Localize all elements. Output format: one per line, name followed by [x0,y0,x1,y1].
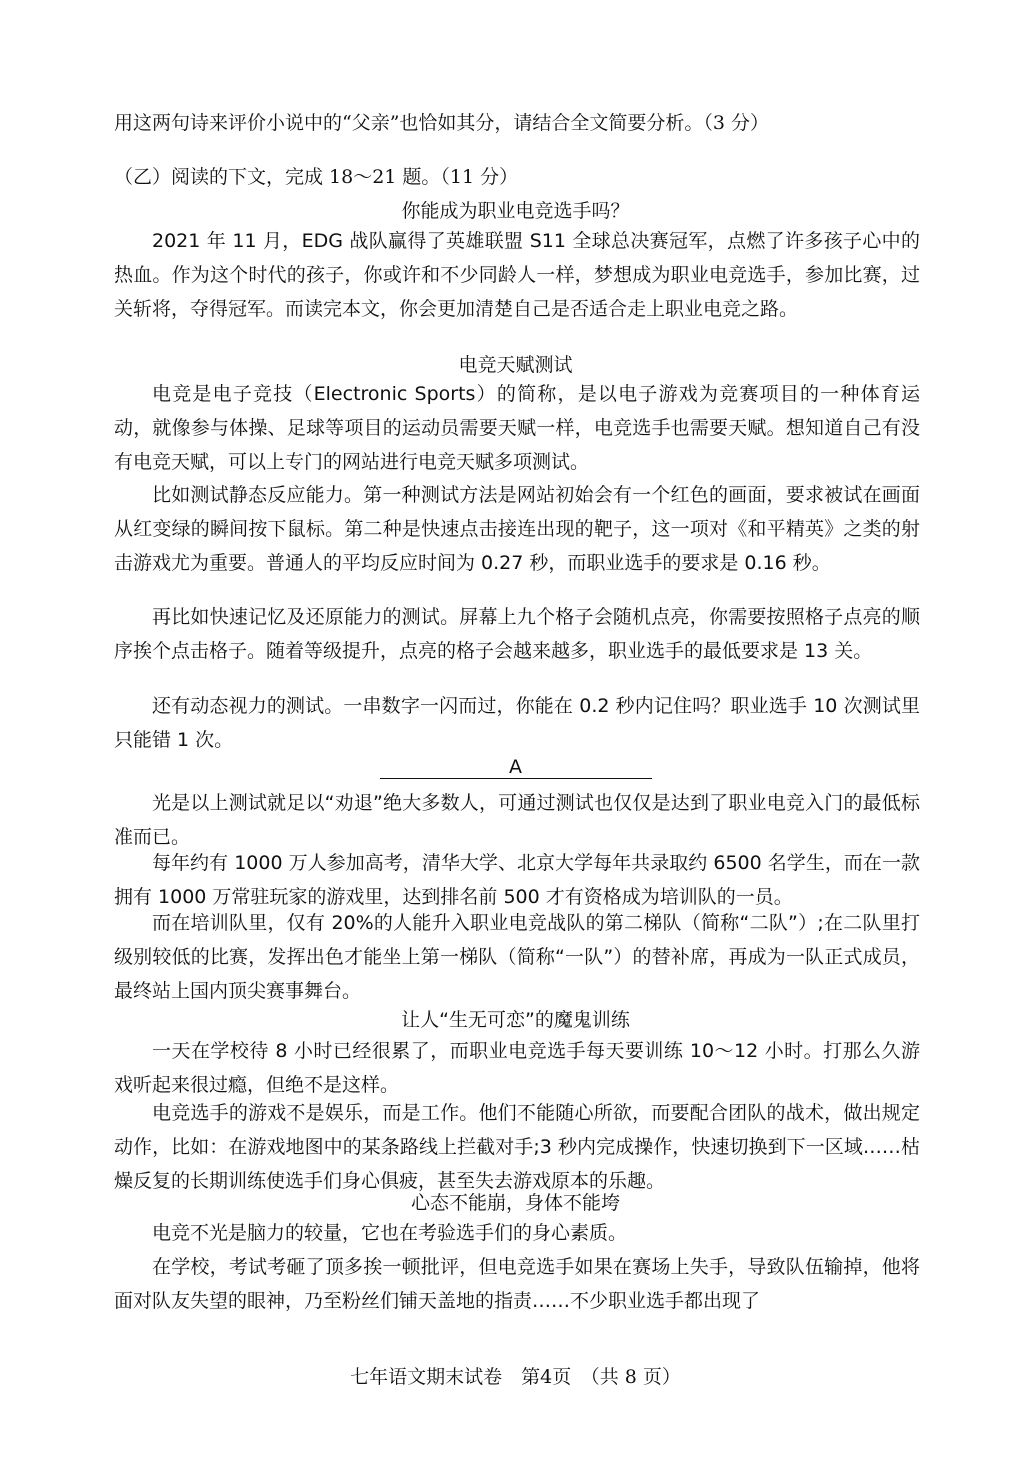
paragraph-vision-test: 还有动态视力的测试。一串数字一闪而过，你能在 0.2 秒内记住吗？职业选手 10 次测试里只能错 1 次。 [114,695,920,751]
paragraph-reaction-test: 比如测试静态反应能力。第一种测试方法是网站初始会有一个红色的画面，要求被试在画面从红变绿的瞬间按下鼠标。第二种是快速点击接连出现的靶子，这一项对《和平精英》之类的射击游戏尤为重要。普通人的平均反应时间为 0.27 秒，而职业选手的要求是 0.16 秒。 [114,484,920,574]
paragraph-memory-test: 再比如快速记忆及还原能力的测试。屏幕上九个格子会随机点亮，你需要按照格子点亮的顺序挨个点击格子。随着等级提升，点亮的格子会越来越多，职业选手的最低要求是 13 关。 [114,606,920,662]
section-yi-instruction: （乙）阅读的下文，完成 18～21 题。（11 分） [114,166,519,188]
paragraph-hours: 一天在学校待 8 小时已经很累了，而职业电竞选手每天要训练 10～12 小时。打那么久游戏听起来很过瘾，但绝不是这样。 [114,1040,920,1096]
subtitle-training: 让人“生无可恋”的魔鬼训练 [401,1009,630,1031]
paragraph-mind-body: 电竞不光是脑力的较量，它也在考验选手们的身心素质。 [152,1222,628,1244]
intro-paragraph: 2021 年 11 月，EDG 战队赢得了英雄联盟 S11 全球总决赛冠军，点燃了许多孩子心中的热血。作为这个时代的孩子，你或许和不少同龄人一样，梦想成为职业电竞选手，参加比赛，过关斩将，夺得冠军。而读完本文，你会更加清楚自己是否适合走上职业电竞之路。 [114,230,920,320]
page-footer: 七年语文期末试卷 第4页 （共 8 页） [350,1366,681,1388]
paragraph-work: 电竞选手的游戏不是娱乐，而是工作。他们不能随心所欲，而要配合团队的战术，做出规定动作，比如：在游戏地图中的某条路线上拦截对手;3 秒内完成操作，快速切换到下一区域……枯燥反复的长期训练使选手们身心俱疲，甚至失去游戏原本的乐趣。 [114,1102,920,1192]
question-17-tail: 用这两句诗来评价小说中的“父亲”也恰如其分，请结合全文简要分析。（3 分） [114,112,770,134]
blank-a-label: A [509,756,522,778]
paragraph-pressure: 在学校，考试考砸了顶多挨一顿批评，但电竞选手如果在赛场上失手，导致队伍输掉，他将面对队友失望的眼神，乃至粉丝们铺天盖地的指责……不少职业选手都出现了 [114,1256,920,1312]
subtitle-mentality: 心态不能崩，身体不能垮 [410,1192,620,1214]
blank-a-underline [380,778,652,779]
subtitle-talent-test: 电竞天赋测试 [458,354,573,376]
article-title: 你能成为职业电竞选手吗？ [401,200,630,222]
paragraph-entry-level: 光是以上测试就足以“劝退”绝大多数人，可通过测试也仅仅是达到了职业电竞入门的最低标准而已。 [114,792,920,848]
paragraph-ranking: 每年约有 1000 万人参加高考，清华大学、北京大学每年共录取约 6500 名学生，而在一款拥有 1000 万常驻玩家的游戏里，达到排名前 500 才有资格成为培训队的一员。 [114,852,920,908]
paragraph-tiers: 而在培训队里，仅有 20%的人能升入职业电竞战队的第二梯队（简称“二队”）;在二队里打级别较低的比赛，发挥出色才能坐上第一梯队（简称“一队”）的替补席，再成为一队正式成员，最终站上国内顶尖赛事舞台。 [114,912,920,1002]
paragraph-definition: 电竞是电子竞技（Electronic Sports）的简称，是以电子游戏为竞赛项目的一种体育运动，就像参与体操、足球等项目的运动员需要天赋一样，电竞选手也需要天赋。想知道自己有没有电竞天赋，可以上专门的网站进行电竞天赋多项测试。 [114,383,920,473]
